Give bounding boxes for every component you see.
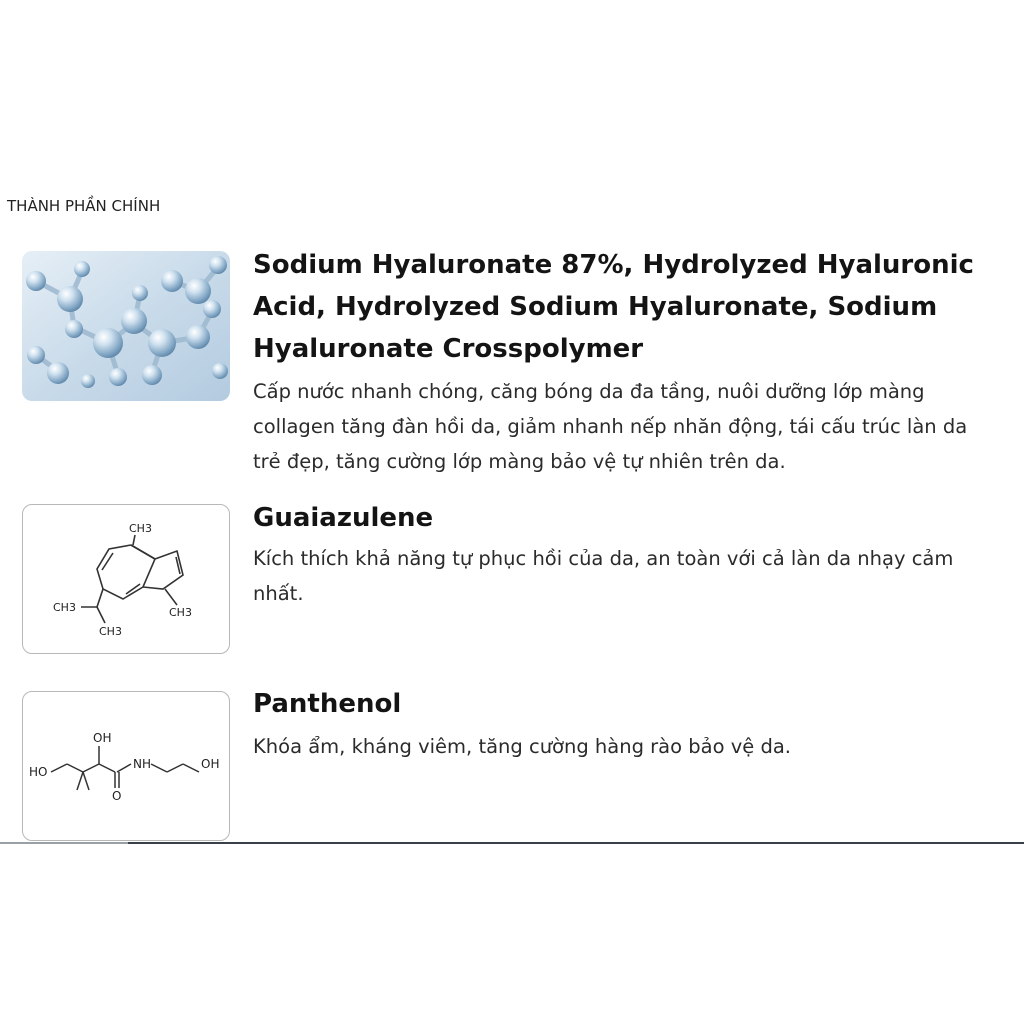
structure-image [22, 504, 230, 654]
ch3-label-left: CH3 [53, 601, 76, 614]
n-label: N [133, 757, 142, 771]
bottom-divider [0, 842, 1024, 844]
ingredient-title: Guaiazulene [253, 503, 434, 533]
panthenol-structure-icon [23, 692, 229, 840]
molecule-bubbles-icon [22, 251, 230, 401]
structure-image [22, 691, 230, 841]
section-label: THÀNH PHẦN CHÍNH [7, 197, 161, 215]
guaiazulene-structure-icon [23, 505, 229, 653]
ingredient-description: Kích thích khả năng tự phục hồi của da, an toàn với cả làn da nhạy cảm nhất. [253, 547, 954, 605]
ingredient-description: Cấp nước nhanh chóng, căng bóng da đa tầng, nuôi dưỡng lớp màng collagen tăng đàn hồi da, giảm nhanh nếp nhăn động, tái cấu trúc làn da trẻ đẹp, tăng cường lớp màng bảo vệ tự nhiên trên da. [253, 380, 968, 473]
molecule-image [22, 251, 230, 401]
bottom-divider-light-segment [0, 842, 128, 844]
h-label: H [142, 757, 152, 771]
ingredient-description: Khóa ẩm, kháng viêm, tăng cường hàng rào bảo vệ da. [253, 735, 791, 758]
ingredient-title: Sodium Hyaluronate 87%, Hydrolyzed Hyaluronic Acid, Hydrolyzed Sodium Hyaluronate, Sodium Hyaluronate Crosspolymer [253, 250, 974, 364]
ch3-label-top: CH3 [129, 522, 152, 535]
ch3-label-bottom: CH3 [99, 625, 122, 638]
oh-label-right: OH [201, 757, 220, 771]
oh-label-top: OH [93, 731, 112, 745]
ho-label-left: HO [29, 765, 48, 779]
o-label: O [112, 789, 122, 803]
ch3-label-right: CH3 [169, 606, 192, 619]
ingredient-title: Panthenol [253, 689, 402, 719]
